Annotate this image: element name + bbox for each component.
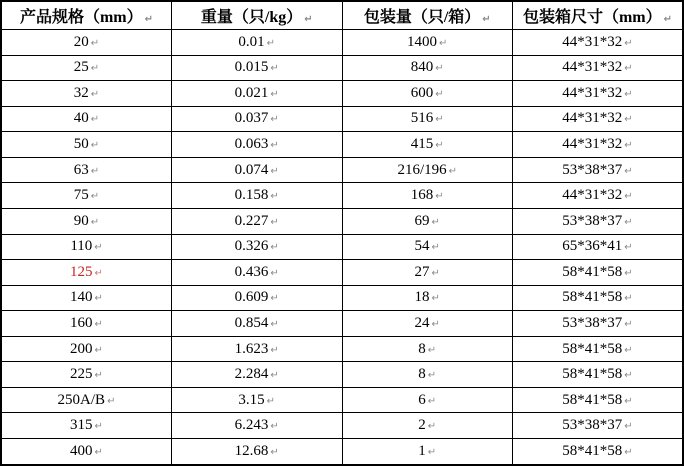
weight-cell [172,285,343,311]
box-cell [513,55,684,81]
spec-cell [1,234,172,260]
paragraph-mark-icon: ↵ [624,421,633,433]
header-row [1,1,683,30]
header-label: 产品规格（mm） [19,9,143,26]
cell-value: 0.037 [234,110,269,127]
header-label: 包装箱尺寸（mm） [522,9,662,26]
cell-value: 32 [73,84,89,101]
cell-value: 44*31*32 [562,33,623,50]
cell-value: 8 [418,340,426,357]
paragraph-mark-icon: ↵ [90,88,100,100]
cell-value: 110 [70,238,93,255]
cell-value: 516 [410,110,434,127]
cell-value: 58*41*58 [562,263,623,280]
paragraph-mark-icon: ↵ [94,318,103,330]
qty-cell [342,413,513,439]
paragraph-mark-icon: ↵ [624,63,633,75]
spec-cell [1,439,172,466]
cell-value: 840 [410,59,434,76]
paragraph-mark-icon: ↵ [439,37,448,49]
cell-value: 12.68 [234,443,269,459]
cell-value: 25 [73,59,89,76]
paragraph-mark-icon: ↵ [90,37,100,49]
weight-cell [172,362,343,388]
cell-value: 3.15 [238,391,265,408]
paragraph-mark-icon: ↵ [624,88,633,100]
spec-cell [1,362,172,388]
paragraph-mark-icon: ↵ [435,140,444,152]
cell-value: 44*31*32 [562,84,623,101]
cell-value: 90 [73,212,89,229]
qty-cell [342,234,513,260]
spec-cell [1,30,172,56]
paragraph-mark-icon: ↵ [94,344,103,356]
cell-value: 58*41*58 [562,289,623,306]
cell-value: 54 [414,238,430,255]
weight-cell [172,55,343,81]
cell-value: 168 [410,187,434,204]
paragraph-mark-icon: ↵ [270,88,279,100]
box-cell [513,157,684,183]
spec-cell [1,55,172,81]
cell-value: 1400 [407,33,438,50]
header-label: 重量（只/kg） [200,9,303,26]
paragraph-mark-icon: ↵ [624,370,633,382]
paragraph-mark-icon: ↵ [270,267,279,279]
table-row [1,285,683,311]
box-cell [513,106,684,132]
table-row [1,413,683,439]
cell-value: 65*36*41 [562,238,623,255]
paragraph-mark-icon: ↵ [624,165,633,177]
paragraph-mark-icon: ↵ [90,191,100,203]
paragraph-mark-icon: ↵ [94,447,103,458]
qty-cell [342,183,513,209]
box-cell [513,387,684,413]
paragraph-mark-icon: ↵ [107,395,116,407]
weight-cell [172,30,343,56]
cell-value: 27 [414,263,430,280]
cell-value: 18 [414,289,430,306]
cell-value: 400 [70,443,93,459]
cell-value: 0.015 [234,59,269,76]
paragraph-mark-icon: ↵ [94,242,103,254]
box-cell [513,439,684,466]
cell-value: 315 [70,417,93,434]
spec-cell [1,106,172,132]
qty-cell [342,30,513,56]
qty-cell [342,387,513,413]
box-cell [513,183,684,209]
paragraph-mark-icon: ↵ [90,216,100,228]
table-row [1,106,683,132]
header-cell-spec [1,1,172,30]
box-cell [513,260,684,286]
qty-cell [342,208,513,234]
table-row [1,183,683,209]
paragraph-mark-icon: ↵ [94,267,103,279]
paragraph-mark-icon: ↵ [624,216,633,228]
paragraph-mark-icon: ↵ [266,395,276,407]
table-row [1,30,683,56]
paragraph-mark-icon: ↵ [270,293,279,305]
cell-value: 125 [70,263,93,280]
paragraph-mark-icon: ↵ [90,165,100,177]
weight-cell [172,387,343,413]
weight-cell [172,81,343,107]
paragraph-mark-icon: ↵ [270,191,279,203]
qty-cell [342,132,513,158]
paragraph-mark-icon: ↵ [427,421,437,433]
paragraph-mark-icon: ↵ [270,114,279,126]
table-row [1,132,683,158]
cell-value: 600 [410,84,434,101]
cell-value: 44*31*32 [562,136,623,153]
paragraph-mark-icon: ↵ [144,14,154,25]
spec-cell [1,183,172,209]
paragraph-mark-icon: ↵ [624,395,633,407]
cell-value: 415 [410,136,434,153]
cell-value: 250A/B [57,391,106,408]
cell-value: 2.284 [234,366,269,383]
paragraph-mark-icon: ↵ [431,293,440,305]
table-row [1,81,683,107]
cell-value: 58*41*58 [562,443,623,459]
paragraph-mark-icon: ↵ [624,140,633,152]
cell-value: 1 [418,443,426,459]
paragraph-mark-icon: ↵ [624,267,633,279]
qty-cell [342,81,513,107]
box-cell [513,208,684,234]
paragraph-mark-icon: ↵ [448,165,458,177]
paragraph-mark-icon: ↵ [270,447,279,458]
paragraph-mark-icon: ↵ [435,63,444,75]
cell-value: 53*38*37 [562,314,623,331]
spec-cell [1,413,172,439]
weight-cell [172,336,343,362]
cell-value: 6 [418,391,426,408]
cell-value: 225 [70,366,93,383]
cell-value: 75 [73,187,89,204]
weight-cell [172,208,343,234]
cell-value: 53*38*37 [562,417,623,434]
weight-cell [172,413,343,439]
cell-value: 20 [73,33,89,50]
weight-cell [172,132,343,158]
paragraph-mark-icon: ↵ [431,267,440,279]
paragraph-mark-icon: ↵ [90,140,100,152]
paragraph-mark-icon: ↵ [304,14,313,25]
paragraph-mark-icon: ↵ [435,114,444,126]
cell-value: 53*38*37 [562,161,623,178]
paragraph-mark-icon: ↵ [270,344,279,356]
cell-value: 0.074 [234,161,269,178]
paragraph-mark-icon: ↵ [270,318,279,330]
paragraph-mark-icon: ↵ [94,421,103,433]
cell-value: 0.609 [234,289,269,306]
paragraph-mark-icon: ↵ [624,242,633,254]
paragraph-mark-icon: ↵ [270,216,279,228]
box-cell [513,285,684,311]
spec-cell [1,336,172,362]
table-row [1,260,683,286]
paragraph-mark-icon: ↵ [427,344,437,356]
box-cell [513,81,684,107]
paragraph-mark-icon: ↵ [427,370,437,382]
box-cell [513,132,684,158]
cell-value: 63 [73,161,89,178]
box-cell [513,413,684,439]
header-cell-weight [172,1,343,30]
paragraph-mark-icon: ↵ [624,447,633,458]
paragraph-mark-icon: ↵ [431,318,440,330]
qty-cell [342,439,513,466]
paragraph-mark-icon: ↵ [482,14,491,25]
cell-value: 40 [73,110,89,127]
qty-cell [342,336,513,362]
weight-cell [172,183,343,209]
qty-cell [342,362,513,388]
cell-value: 2 [418,417,426,434]
header-cell-box [513,1,684,30]
spec-cell [1,132,172,158]
header-label: 包装量（只/箱） [363,9,481,26]
table-row [1,362,683,388]
paragraph-mark-icon: ↵ [624,344,633,356]
cell-value: 69 [414,212,430,229]
table-row [1,234,683,260]
table-row [1,208,683,234]
cell-value: 0.436 [234,263,269,280]
qty-cell [342,157,513,183]
cell-value: 200 [70,340,93,357]
paragraph-mark-icon: ↵ [270,63,279,75]
cell-value: 44*31*32 [562,187,623,204]
box-cell [513,362,684,388]
cell-value: 24 [414,314,430,331]
paragraph-mark-icon: ↵ [435,88,444,100]
paragraph-mark-icon: ↵ [270,421,279,433]
table-row [1,157,683,183]
spec-cell [1,157,172,183]
cell-value: 1.623 [234,340,269,357]
cell-value: 0.063 [234,136,269,153]
spec-cell [1,387,172,413]
paragraph-mark-icon: ↵ [624,114,633,126]
cell-value: 53*38*37 [562,212,623,229]
cell-value: 58*41*58 [562,391,623,408]
qty-cell [342,106,513,132]
paragraph-mark-icon: ↵ [427,395,437,407]
spec-cell [1,260,172,286]
cell-value: 0.227 [234,212,269,229]
table-row [1,336,683,362]
cell-value: 0.021 [234,84,269,101]
paragraph-mark-icon: ↵ [270,242,279,254]
qty-cell [342,260,513,286]
cell-value: 216/196 [397,161,447,178]
paragraph-mark-icon: ↵ [90,114,100,126]
cell-value: 44*31*32 [562,59,623,76]
cell-value: 0.01 [238,33,265,50]
weight-cell [172,439,343,466]
box-cell [513,30,684,56]
cell-value: 44*31*32 [562,110,623,127]
qty-cell [342,285,513,311]
cell-value: 58*41*58 [562,366,623,383]
spec-cell [1,208,172,234]
table-row [1,439,683,466]
weight-cell [172,106,343,132]
weight-cell [172,311,343,337]
paragraph-mark-icon: ↵ [94,293,103,305]
paragraph-mark-icon: ↵ [266,37,276,49]
box-cell [513,234,684,260]
weight-cell [172,234,343,260]
paragraph-mark-icon: ↵ [624,318,633,330]
paragraph-mark-icon: ↵ [435,191,444,203]
spec-cell [1,285,172,311]
cell-value: 8 [418,366,426,383]
paragraph-mark-icon: ↵ [270,370,279,382]
qty-cell [342,311,513,337]
paragraph-mark-icon: ↵ [624,191,633,203]
table-row [1,55,683,81]
cell-value: 6.243 [234,417,269,434]
table-row [1,387,683,413]
paragraph-mark-icon: ↵ [94,370,103,382]
cell-value: 140 [70,289,93,306]
cell-value: 0.326 [234,238,269,255]
table-body [1,30,683,466]
cell-value: 0.158 [234,187,269,204]
paragraph-mark-icon: ↵ [624,37,633,49]
weight-cell [172,157,343,183]
spec-cell [1,81,172,107]
paragraph-mark-icon: ↵ [663,14,673,25]
paragraph-mark-icon: ↵ [270,165,279,177]
cell-value: 50 [73,136,89,153]
paragraph-mark-icon: ↵ [624,293,633,305]
weight-cell [172,260,343,286]
paragraph-mark-icon: ↵ [431,216,440,228]
qty-cell [342,55,513,81]
spec-cell [1,311,172,337]
box-cell [513,336,684,362]
cell-value: 160 [70,314,93,331]
paragraph-mark-icon: ↵ [270,140,279,152]
paragraph-mark-icon: ↵ [427,447,437,458]
paragraph-mark-icon: ↵ [431,242,440,254]
header-cell-qty [342,1,513,30]
table-row [1,311,683,337]
cell-value: 0.854 [234,314,269,331]
paragraph-mark-icon: ↵ [90,63,100,75]
box-cell [513,311,684,337]
cell-value: 58*41*58 [562,340,623,357]
